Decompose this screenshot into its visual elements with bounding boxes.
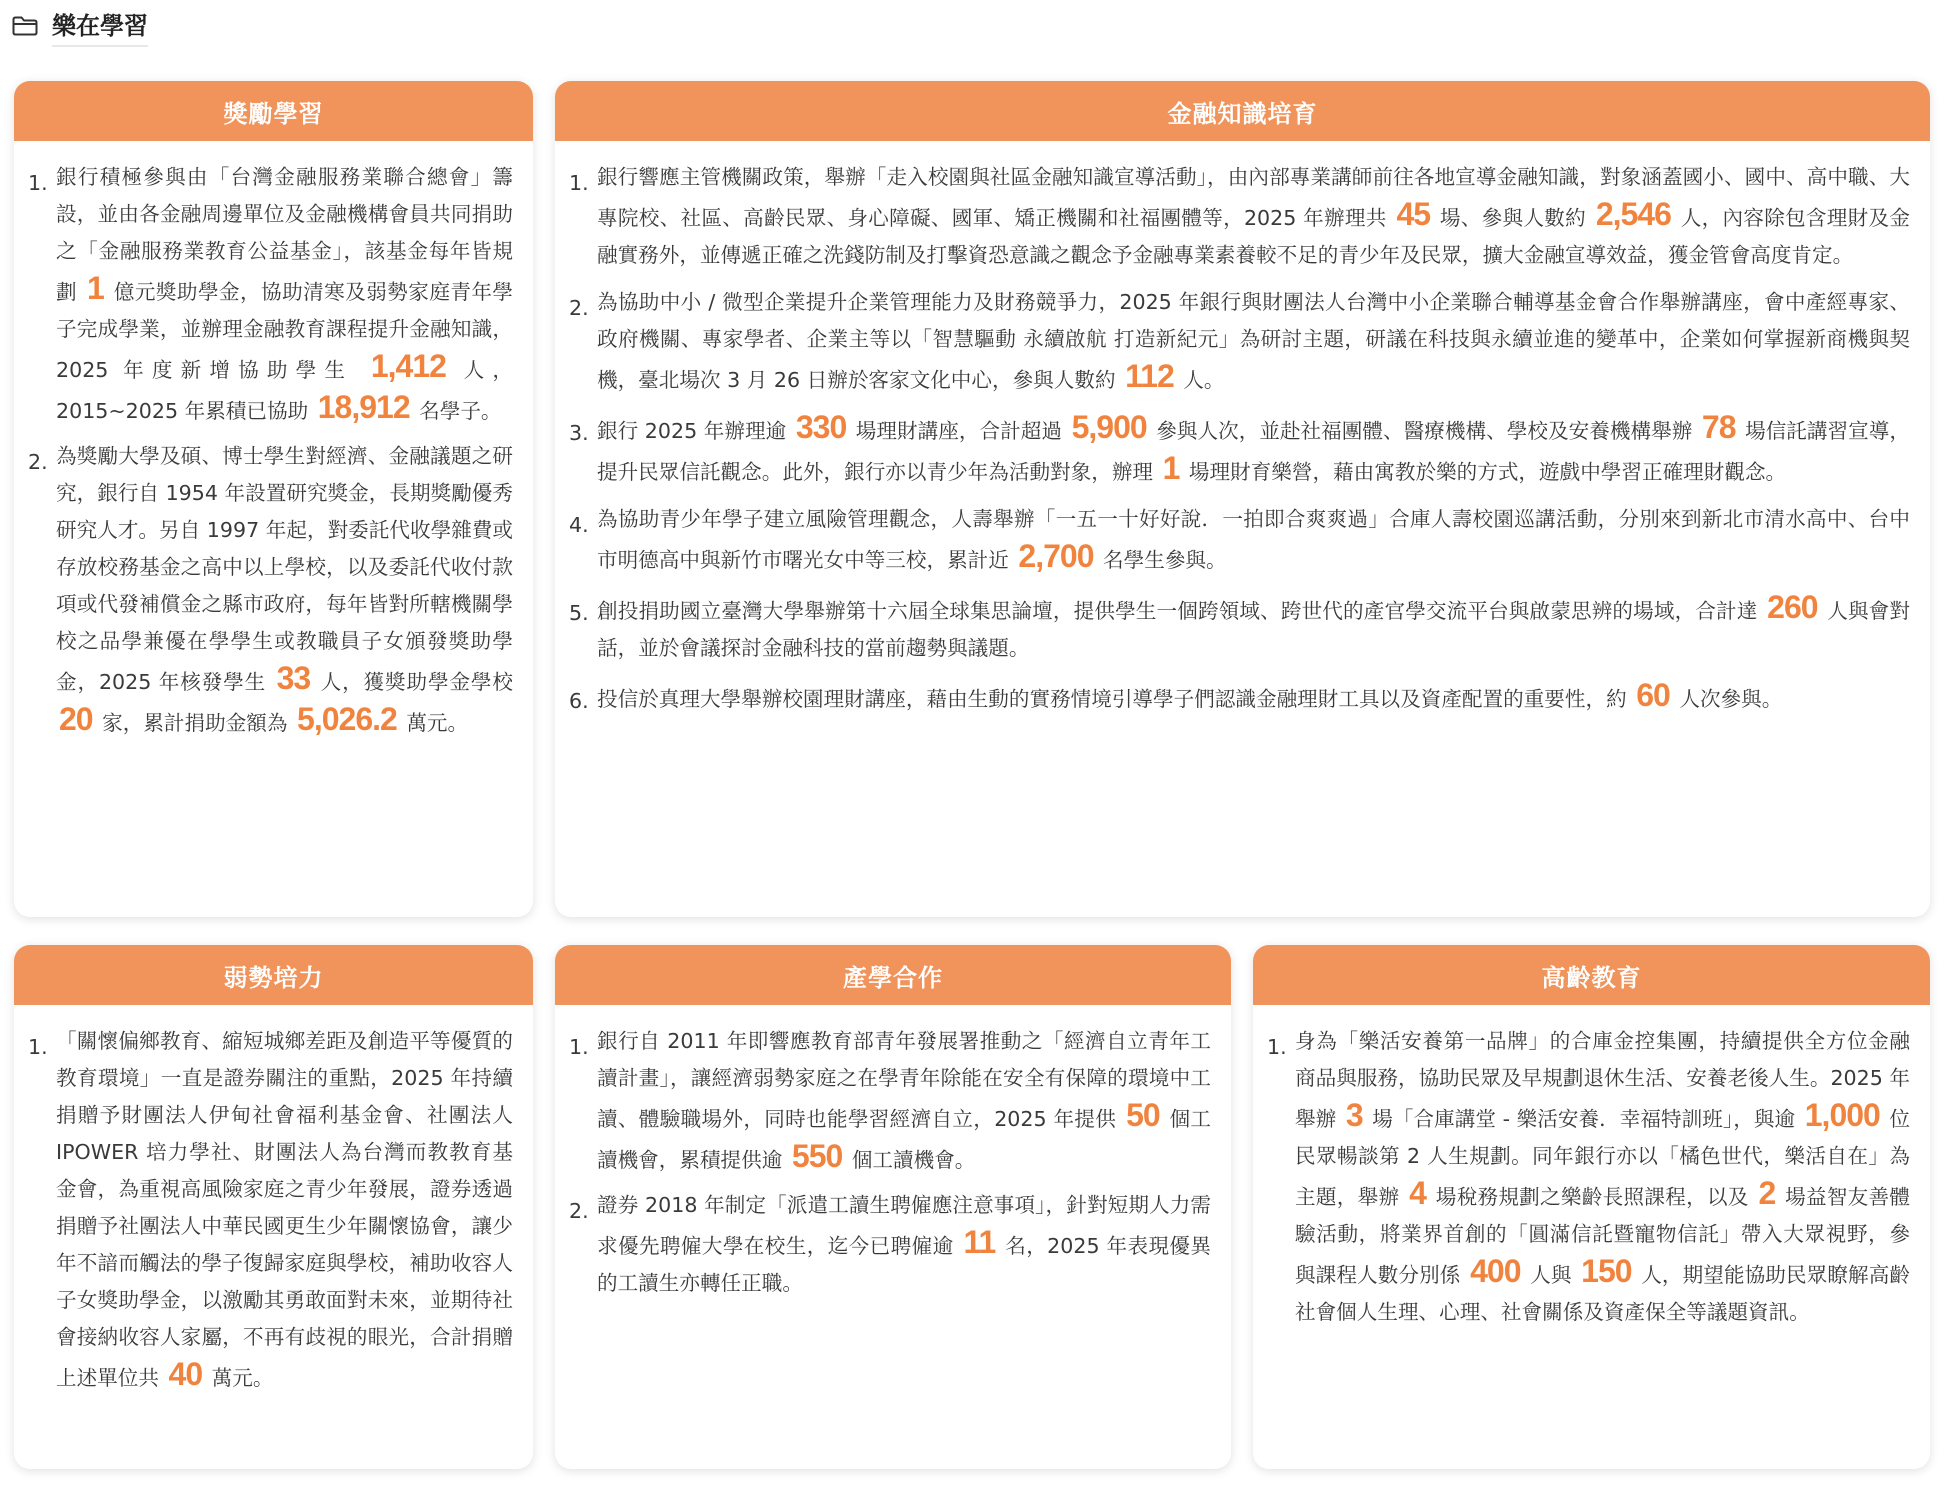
highlight-number: 33 xyxy=(276,660,311,696)
highlight-number: 2 xyxy=(1758,1175,1776,1211)
list-item xyxy=(1267,1023,1910,1331)
text-segment: 個工讀機會。 xyxy=(845,1148,976,1172)
highlight-number: 2,546 xyxy=(1595,196,1671,232)
text-segment: 場理財講座，合計超過 xyxy=(849,419,1069,443)
item-list xyxy=(569,1023,1211,1302)
highlight-number: 112 xyxy=(1125,358,1174,394)
item-number: 3. xyxy=(569,421,589,445)
text-segment: 人，內容除包含理財及金融實務外，並傳遞正確之洗錢防制及打擊資恐意識之觀念予金融專業素養較不足的青少年及民眾，擴大金融宣導效益，獲金管會高度肯定。 xyxy=(597,206,1911,267)
text-segment: 名學生參與。 xyxy=(1096,548,1227,572)
item-text xyxy=(56,159,513,430)
text-segment: 人次參與。 xyxy=(1672,687,1783,711)
item-number: 1. xyxy=(1267,1035,1287,1059)
highlight-number: 11 xyxy=(963,1224,996,1260)
highlight-number: 330 xyxy=(795,409,847,445)
highlight-number: 2,700 xyxy=(1018,538,1094,574)
item-text xyxy=(597,677,1910,718)
item-text xyxy=(1295,1023,1910,1331)
text-segment: 為獎勵大學及碩、博士學生對經濟、金融議題之研究，銀行自 1954 年設置研究獎金，長期獎勵優秀研究人才。另自 1997 年起，對委託代收學雜費或存放校務基金之高中以上學校，以及委託代收付款項或代發補償金之縣市政府，每年皆對所轄機關學校之品學兼優在學學生或教職員子女頒發獎助學金，2025 年核發學生 xyxy=(56,444,513,694)
item-number: 5. xyxy=(569,601,589,625)
page-header xyxy=(12,6,148,46)
item-list xyxy=(28,1023,513,1397)
list-item xyxy=(28,438,513,742)
text-segment: 場「合庫講堂 - 樂活安養．幸福特訓班」，與逾 xyxy=(1365,1107,1802,1131)
highlight-number: 3 xyxy=(1345,1097,1363,1133)
list-item xyxy=(569,501,1910,579)
text-segment: 億元獎助學金，協助清寒及弱勢家庭青年學子完成學業，並辦理金融教育課程提升金融知識，2025 年度新增協助學生 xyxy=(56,280,514,382)
item-list xyxy=(1267,1023,1910,1331)
text-segment: 人。 xyxy=(1176,368,1225,392)
highlight-number: 150 xyxy=(1581,1253,1632,1289)
highlight-number: 550 xyxy=(791,1138,843,1174)
text-segment: 投信於真理大學舉辦校園理財講座，藉由生動的實務情境引導學子們認識金融理財工具以及資產配置的重要性，約 xyxy=(597,687,1634,711)
highlight-number: 45 xyxy=(1396,196,1431,232)
text-segment: 位民眾暢談第 2 人生規劃。同年銀行亦以「橘色世代，樂活自在」為主題，舉辦 xyxy=(1295,1107,1911,1209)
text-segment: 場、參與人數約 xyxy=(1433,206,1593,230)
text-segment: 萬元。 xyxy=(205,1366,274,1390)
list-item xyxy=(569,1187,1211,1302)
text-segment: 參與人次，並赴社福團體、醫療機構、學校及安養機構舉辦 xyxy=(1149,419,1699,443)
highlight-number: 50 xyxy=(1126,1097,1160,1133)
text-segment: 名，2025 年表現優異的工讀生亦轉任正職。 xyxy=(597,1234,1211,1295)
text-segment: 銀行響應主管機關政策，舉辦「走入校園與社區金融知識宣導活動」，由內部專業講師前往各地宣導金融知識，對象涵蓋國小、國中、高中職、大專院校、社區、高齡民眾、身心障礙、國軍、矯正機關和社福團體等，2025 年辦理共 xyxy=(597,165,1910,230)
item-text xyxy=(597,501,1910,579)
item-list xyxy=(28,159,513,742)
text-segment: 場稅務規劃之樂齡長照課程，以及 xyxy=(1428,1185,1756,1209)
item-number: 2. xyxy=(569,296,589,320)
item-text xyxy=(597,409,1910,491)
text-segment: 證券 2018 年制定「派遣工讀生聘僱應注意事項」，針對短期人力需求優先聘僱大學在校生，迄今已聘僱逾 xyxy=(597,1193,1211,1258)
industry-card xyxy=(555,945,1231,1469)
item-number: 2. xyxy=(569,1199,589,1223)
page-title: 樂在學習 xyxy=(52,6,148,47)
card-heading: 金融知識培育 xyxy=(555,81,1930,141)
list-item xyxy=(569,589,1910,667)
item-number: 2. xyxy=(28,450,48,474)
item-text xyxy=(597,284,1910,399)
text-segment: 名學子。 xyxy=(412,399,502,423)
text-segment: 創投捐助國立臺灣大學舉辦第十六屆全球集思論壇，提供學生一個跨領域、跨世代的產官學交流平台與啟蒙思辨的場域，合計達 xyxy=(597,599,1765,623)
text-segment: 個工讀機會，累積提供逾 xyxy=(597,1107,1212,1172)
highlight-number: 1 xyxy=(1162,450,1180,486)
item-text xyxy=(597,1023,1211,1179)
card-heading: 獎勵學習 xyxy=(14,81,533,141)
item-number: 6. xyxy=(569,689,589,713)
item-number: 1. xyxy=(28,1035,48,1059)
folder-icon xyxy=(12,16,38,36)
disadvantaged-card xyxy=(14,945,533,1469)
text-segment: 場益智友善體驗活動，將業界首創的「圓滿信託暨寵物信託」帶入大眾視野，參與課程人數分別係 xyxy=(1295,1185,1910,1287)
text-segment: 身為「樂活安養第一品牌」的合庫金控集團，持續提供全方位金融商品與服務，協助民眾及早規劃退休生活、安養老後人生。2025 年舉辦 xyxy=(1295,1029,1910,1131)
list-item xyxy=(569,1023,1211,1179)
text-segment: 為協助青少年學子建立風險管理觀念，人壽舉辦「一五一十好好說．一拍即合爽爽過」合庫人壽校園巡講活動，分別來到新北市清水高中、台中市明德高中與新竹市曙光女中等三校，累計近 xyxy=(597,507,1910,572)
text-segment: 為協助中小 / 微型企業提升企業管理能力及財務競爭力，2025 年銀行與財團法人台灣中小企業聯合輔導基金會合作舉辦講座，會中產經專家、政府機關、專家學者、企業主等以「智慧驅動 永續啟航 打造新紀元」為研討主題，研議在科技與永續並進的變革中，企業如何掌握新商機與契機，臺北場次 3 月 26 日辦於客家文化中心，參與人數約 xyxy=(597,290,1910,392)
card-heading: 高齡教育 xyxy=(1253,945,1930,1005)
scholarship-card xyxy=(14,81,533,917)
text-segment: 場信託講習宣導，提升民眾信託觀念。此外，銀行亦以青少年為活動對象，辦理 xyxy=(597,419,1910,484)
item-number: 1. xyxy=(569,171,589,195)
highlight-number: 400 xyxy=(1470,1253,1521,1289)
text-segment: 「關懷偏鄉教育、縮短城鄉差距及創造平等優質的教育環境」一直是證券關注的重點，2025 年持續捐贈予財團法人伊甸社會福利基金會、社團法人 IPOWER 培力學社、財團法人為台灣而教教育基金會，為重視高風險家庭之青少年發展，證券透過捐贈予社團法人中華民國更生少年關懷協會，讓少年不諳而觸法的學子復歸家庭與學校，補助收容人子女獎助學金，以激勵其勇敢面對未來，並期待社會接納收容人家屬，不再有歧視的眼光，合計捐贈上述單位共 xyxy=(56,1029,513,1390)
list-item xyxy=(569,677,1910,720)
highlight-number: 60 xyxy=(1636,677,1670,713)
card-heading: 產學合作 xyxy=(555,945,1231,1005)
list-item xyxy=(569,159,1910,274)
highlight-number: 5,026.2 xyxy=(297,701,397,737)
text-segment: 人，獲獎助學金學校 xyxy=(313,670,513,694)
highlight-number: 78 xyxy=(1701,409,1736,445)
highlight-number: 40 xyxy=(168,1356,203,1392)
highlight-number: 1 xyxy=(87,270,104,306)
text-segment: 銀行 2025 年辦理逾 xyxy=(597,419,793,443)
highlight-number: 260 xyxy=(1767,589,1818,625)
text-segment: 萬元。 xyxy=(399,711,469,735)
item-text xyxy=(56,1023,513,1397)
text-segment: 場理財育樂營，藉由寓教於樂的方式，遊戲中學習正確理財觀念。 xyxy=(1182,460,1787,484)
highlight-number: 4 xyxy=(1409,1175,1426,1211)
item-text xyxy=(597,159,1910,274)
highlight-number: 18,912 xyxy=(317,389,410,425)
list-item xyxy=(569,284,1910,399)
item-number: 4. xyxy=(569,513,589,537)
text-segment: 人，2015~2025 年累積已協助 xyxy=(56,358,513,423)
senior-card xyxy=(1253,945,1930,1469)
text-segment: 人，期望能協助民眾瞭解高齡社會個人生理、心理、社會關係及資產保全等議題資訊。 xyxy=(1295,1263,1911,1324)
item-text xyxy=(597,589,1910,667)
text-segment: 人與 xyxy=(1523,1263,1579,1287)
list-item xyxy=(569,409,1910,491)
highlight-number: 20 xyxy=(59,701,93,737)
list-item xyxy=(28,159,513,430)
text-segment: 銀行自 2011 年即響應教育部青年發展署推動之「經濟自立青年工讀計畫」，讓經濟弱勢家庭之在學青年除能在安全有保障的環境中工讀、體驗職場外，同時也能學習經濟自立，2025 年提供 xyxy=(597,1029,1211,1131)
item-list xyxy=(569,159,1910,720)
text-segment: 銀行積極參與由「台灣金融服務業聯合總會」籌設，並由各金融周邊單位及金融機構會員共同捐助之「金融服務業教育公益基金」，該基金每年皆規劃 xyxy=(56,165,513,304)
text-segment: 家，累計捐助金額為 xyxy=(95,711,295,735)
item-text xyxy=(56,438,513,742)
highlight-number: 1,412 xyxy=(370,348,446,384)
finance-card xyxy=(555,81,1930,917)
highlight-number: 5,900 xyxy=(1071,409,1147,445)
item-number: 1. xyxy=(28,171,48,195)
text-segment: 人與會對話，並於會議探討金融科技的當前趨勢與議題。 xyxy=(597,599,1911,660)
item-text xyxy=(597,1187,1211,1302)
highlight-number: 1,000 xyxy=(1804,1097,1880,1133)
item-number: 1. xyxy=(569,1035,589,1059)
card-heading: 弱勢培力 xyxy=(14,945,533,1005)
list-item xyxy=(28,1023,513,1397)
